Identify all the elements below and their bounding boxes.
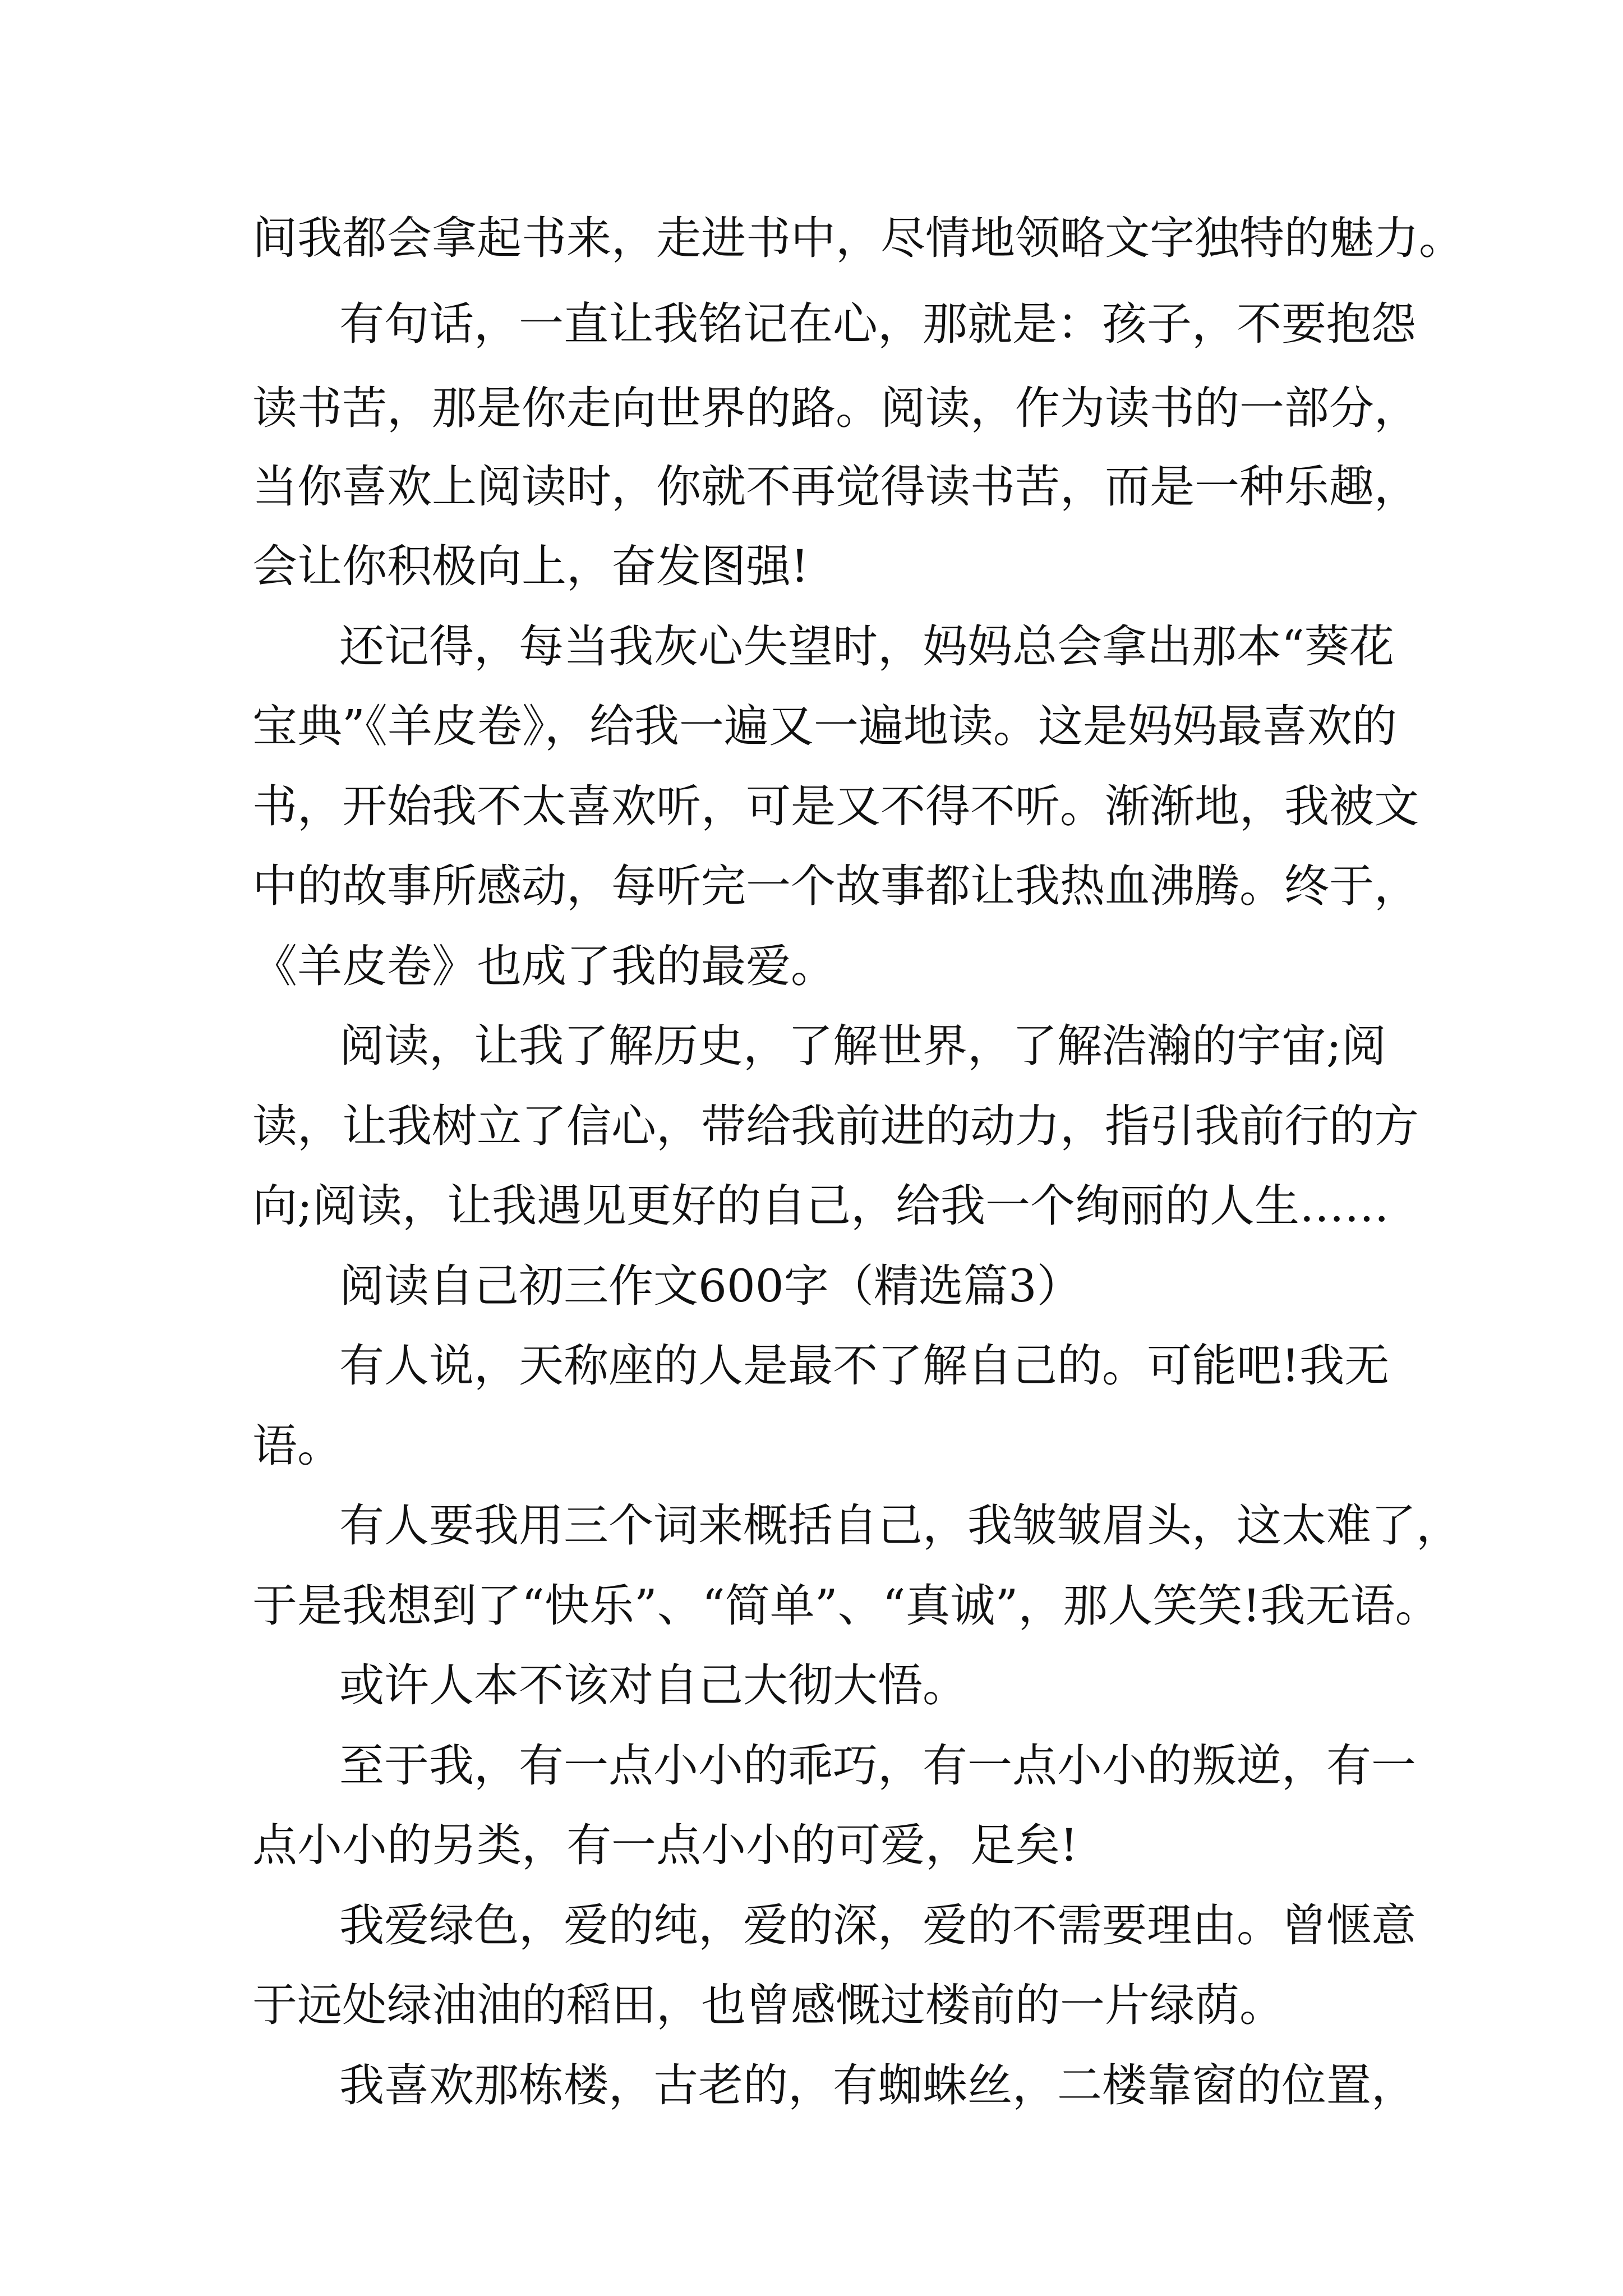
text-line: 有句话，一直让我铭记在心，那就是：孩子，不要抱怨 (339, 298, 1416, 350)
text-line: 阅读，让我了解历史，了解世界，了解浩瀚的宇宙;阅 (339, 1020, 1386, 1072)
text-line: 还记得，每当我灰心失望时，妈妈总会拿出那本“葵花 (339, 620, 1394, 673)
text-line: 中的故事所感动，每听完一个故事都让我热血沸腾。终于， (252, 860, 1419, 912)
text-line: 宝典”《羊皮卷》，给我一遍又一遍地读。这是妈妈最喜欢的 (252, 700, 1397, 752)
text-line: 于是我想到了“快乐”、“简单”、“真诚”，那人笑笑!我无语。 (252, 1580, 1440, 1632)
text-line: 间我都会拿起书来，走进书中，尽情地领略文字独特的魅力。 (252, 212, 1464, 264)
text-line: 当你喜欢上阅读时，你就不再觉得读书苦，而是一种乐趣， (252, 461, 1419, 513)
text-line: 会让你积极向上，奋发图强! (252, 540, 809, 592)
section-heading: 阅读自己初三作文600字（精选篇3） (339, 1260, 1082, 1312)
text-line: 向;阅读，让我遇见更好的自己，给我一个绚丽的人生…… (252, 1180, 1389, 1232)
text-line: 我喜欢那栋楼，古老的，有蜘蛛丝，二楼靠窗的位置， (339, 2059, 1416, 2111)
text-line: 或许人本不该对自己大彻大悟。 (339, 1659, 967, 1711)
text-line: 我爱绿色，爱的纯，爱的深，爱的不需要理由。曾惬意 (339, 1899, 1416, 1952)
text-line: 读，让我树立了信心，带给我前进的动力，指引我前行的方 (252, 1100, 1419, 1152)
text-line: 于远处绿油油的稻田，也曾感慨过楼前的一片绿荫。 (252, 1979, 1284, 2031)
text-line: 有人要我用三个词来概括自己，我皱皱眉头，这太难了， (339, 1499, 1461, 1552)
text-line: 《羊皮卷》也成了我的最爱。 (252, 940, 836, 992)
text-line: 语。 (252, 1420, 342, 1472)
text-line: 读书苦，那是你走向世界的路。阅读，作为读书的一部分， (252, 382, 1419, 434)
text-line: 书，开始我不太喜欢听，可是又不得不听。渐渐地，我被文 (252, 780, 1419, 832)
text-line: 点小小的另类，有一点小小的可爱，足矣! (252, 1819, 1078, 1871)
text-line: 有人说，天称座的人是最不了解自己的。可能吧!我无 (339, 1340, 1390, 1392)
text-line: 至于我，有一点小小的乖巧，有一点小小的叛逆，有一 (339, 1740, 1416, 1792)
